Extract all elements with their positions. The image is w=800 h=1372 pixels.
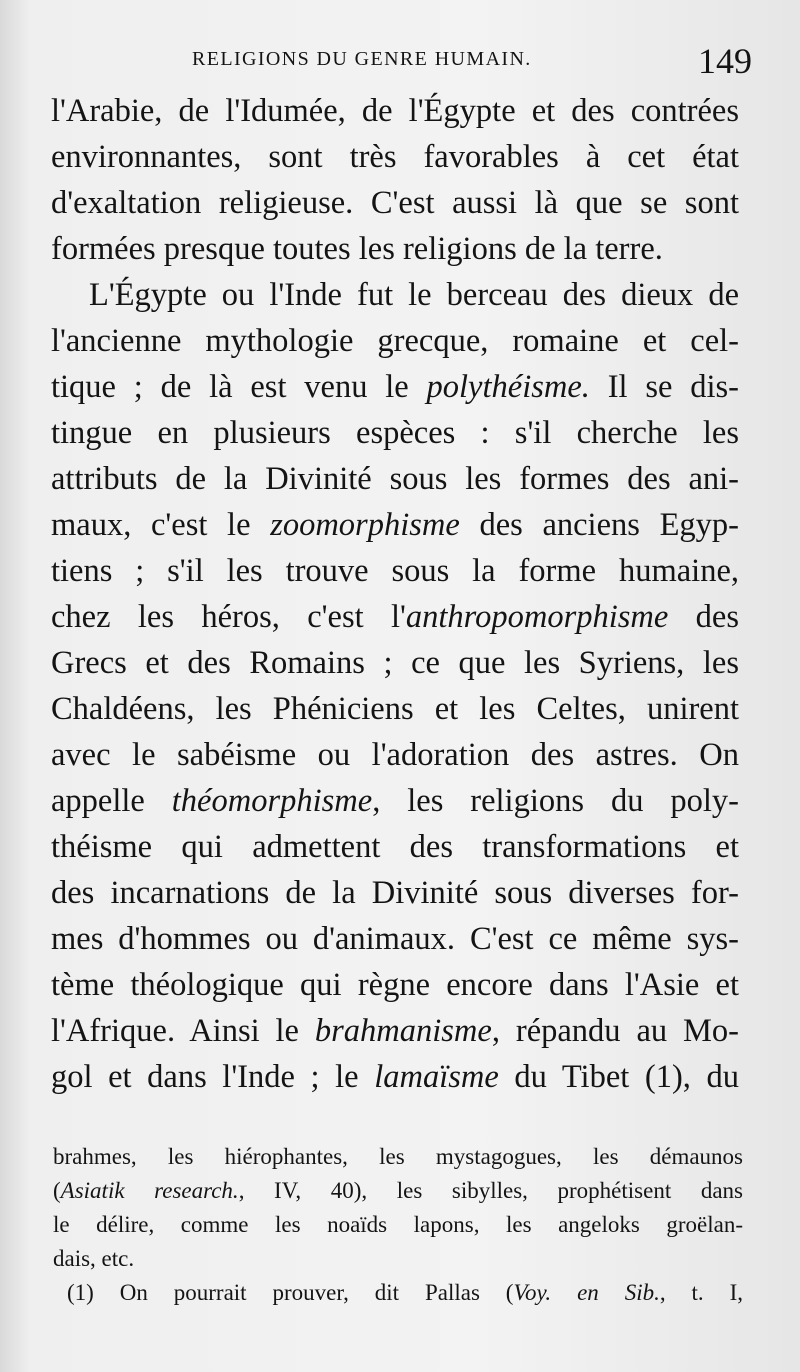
paragraph-start-line: L'Égypte ou l'Inde fut le berceau des dieux de bbox=[89, 277, 739, 313]
text-line: avec le sabéisme ou l'adoration des astres. On bbox=[51, 737, 739, 773]
text-line: appelle théomorphisme, les religions du poly- bbox=[51, 783, 739, 819]
footnotes bbox=[53, 1140, 743, 1310]
italic-term: anthropomorphisme bbox=[405, 599, 669, 635]
text-line: d'exaltation religieuse. C'est aussi là que se sont bbox=[51, 185, 739, 221]
text-line: gol et dans l'Inde ; le lamaïsme du Tibet (1), du bbox=[51, 1059, 739, 1095]
italic-term: brahmanisme bbox=[314, 1013, 492, 1049]
text-line: l'Arabie, de l'Idumée, de l'Égypte et des contrées bbox=[51, 93, 739, 129]
footnote-line: (Asiatik research., IV, 40), les sibylles, prophétisent dans bbox=[53, 1178, 743, 1203]
running-title: RELIGIONS DU GENRE HUMAIN. bbox=[192, 48, 532, 70]
footnote-line: dais, etc. bbox=[53, 1246, 135, 1271]
italic-citation: Asiatik research. bbox=[60, 1178, 239, 1203]
text-line: des incarnations de la Divinité sous diverses for- bbox=[51, 875, 739, 911]
page-header bbox=[0, 40, 800, 90]
text-line: attributs de la Divinité sous les formes des ani- bbox=[51, 461, 739, 497]
text-line: tique ; de là est venu le polythéisme. Il se dis- bbox=[51, 369, 739, 405]
text-line: l'ancienne mythologie grecque, romaine et cel- bbox=[51, 323, 739, 359]
italic-term: lamaïsme bbox=[374, 1059, 499, 1095]
text-line: maux, c'est le zoomorphisme des anciens Egyp- bbox=[51, 507, 739, 543]
italic-term: polythéisme. bbox=[426, 369, 590, 405]
text-line: environnantes, sont très favorables à cet état bbox=[51, 139, 739, 175]
footnote-1-start: (1) On pourrait prouver, dit Pallas (Voy. en Sib., t. I, bbox=[67, 1280, 743, 1305]
text-line: formées presque toutes les religions de la terre. bbox=[51, 231, 663, 267]
page-number: 149 bbox=[698, 41, 752, 81]
italic-term: zoomorphisme bbox=[270, 507, 460, 543]
text-line: Grecs et des Romains ; ce que les Syriens, les bbox=[51, 645, 739, 681]
body-text bbox=[51, 88, 739, 1100]
text-line: tiens ; s'il les trouve sous la forme humaine, bbox=[51, 553, 739, 589]
text-line: l'Afrique. Ainsi le brahmanisme, répandu au Mo- bbox=[51, 1013, 739, 1049]
italic-term: théomorphisme bbox=[171, 783, 373, 819]
text-line: tingue en plusieurs espèces : s'il cherche les bbox=[51, 415, 739, 451]
footnote-line: brahmes, les hiérophantes, les mystagogues, les démaunos bbox=[53, 1144, 743, 1169]
italic-citation: Voy. en Sib. bbox=[513, 1280, 660, 1305]
text-line: tème théologique qui règne encore dans l'Asie et bbox=[51, 967, 739, 1003]
text-line: chez les héros, c'est l'anthropomorphisme des bbox=[51, 599, 740, 635]
text-line: Chaldéens, les Phéniciens et les Celtes, unirent bbox=[51, 691, 739, 727]
footnote-line: le délire, comme les noaïds lapons, les angeloks groëlan- bbox=[53, 1212, 743, 1237]
text-line: théisme qui admettent des transformations et bbox=[51, 829, 739, 865]
text-line: mes d'hommes ou d'animaux. C'est ce même sys- bbox=[51, 921, 739, 957]
